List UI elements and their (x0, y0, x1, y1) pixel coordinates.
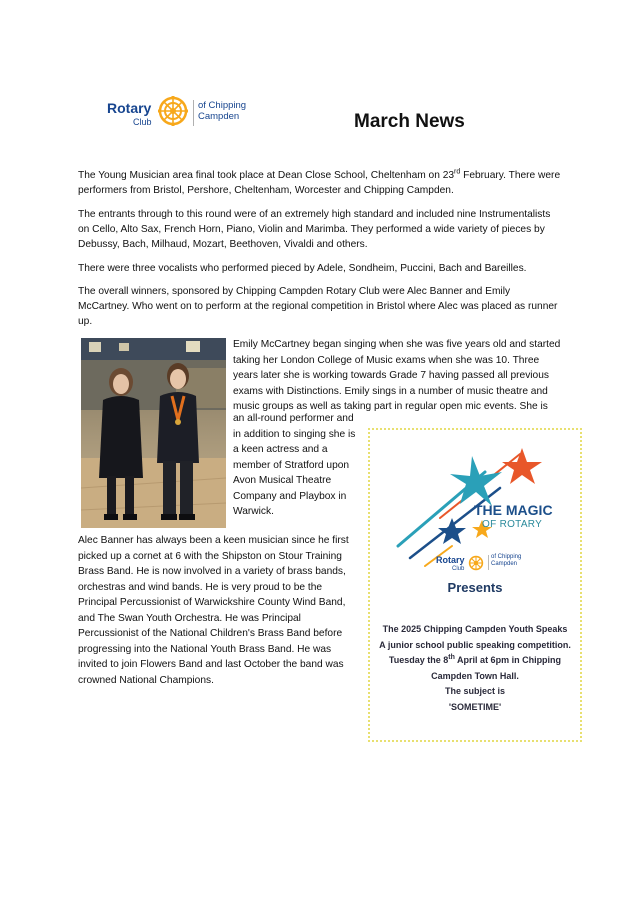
poster-line-venue: Campden Town Hall. (431, 670, 519, 681)
p1-text-b: February. There were performers from Bristol, Pershore, Cheltenham, Worcester and Chipping Campden. (78, 170, 561, 196)
paragraph-young-musician (78, 168, 564, 198)
paragraph-emily-continued: an all-round performer and in addition to singing she is a keen actress and a member of Stratford upon Avon Musical Theatre Company and Playbox in Warwick. (233, 413, 356, 517)
poster-date-b: April at 6pm in Chipping (454, 655, 562, 665)
logo-place-line2: Campden (198, 111, 240, 122)
poster-rotary-wheel-icon (468, 555, 484, 571)
p1-superscript: rd (454, 168, 461, 176)
paragraph-alec: Alec Banner has always been a keen musician since he first picked up a cornet at 6 with the Shipston on Stour Training Brass Band. He is now involved in a variety of brass bands, orchestras and wind bands. He is very proud to be the Principal Percussionist of Warwickshire County Wind Band, and The Swan Youth Orchestra. He was Principal Percussionist of the National Children's Brass Band before progressing into the National Youth Brass Band. He was invited to join Flowers Band and last October the band was crowned National Champions. (78, 535, 349, 686)
paragraph-winners: The overall winners, sponsored by Chipping Campden Rotary Club were Alec Banner and Emily McCartney. Who went on to perform at the regional competition in Bristol where Alec was placed as runner up. (78, 286, 558, 327)
logo-divider (193, 100, 194, 126)
p1-text-a: The Young Musician area final took place at Dean Close School, Cheltenham on 23 (78, 170, 455, 181)
paragraph-vocalists: There were three vocalists who performed pieced by Adele, Sondheim, Puccini, Bach and Bareilles. (78, 263, 527, 274)
poster-logo-place-line1: of Chipping (491, 554, 522, 560)
poster-line-event: The 2025 Chipping Campden Youth Speaks (382, 624, 568, 634)
logo-place (198, 100, 246, 122)
poster-logo-place-line2: Campden (491, 561, 518, 567)
poster-logo-club: Club (452, 566, 465, 572)
rotary-wheel-icon (158, 96, 188, 126)
poster-logo-place (491, 554, 521, 568)
poster-logo-rotary: Rotary (436, 555, 465, 565)
poster-line-subject: 'SOMETIME' (448, 701, 502, 712)
poster-date-a: Tuesday the 8 (388, 655, 449, 665)
paragraph-entrants: The entrants through to this round were of an extremely high standard and included nine Instrumentalists on Cello, Alto Sax, French Horn, Piano, Violin and Marimba. They performed a wide variety of pieces by Debussy, Bach, Milhaud, Mozart, Beethoven, Vivaldi and others. (78, 209, 551, 250)
magic-title: THE MAGIC (474, 502, 553, 518)
poster-details (370, 622, 580, 715)
magic-subtitle: OF ROTARY (482, 519, 543, 530)
poster-date-superscript: th (448, 654, 455, 661)
logo-club-text: Club (133, 117, 152, 127)
page-title: March News (354, 111, 465, 132)
winners-photo (81, 338, 226, 528)
logo-rotary-text: Rotary (107, 100, 152, 116)
youth-speaks-poster (368, 428, 582, 742)
poster-presents: Presents (447, 580, 503, 595)
rotary-club-logo (107, 96, 257, 130)
logo-place-line1: of Chipping (198, 100, 247, 111)
poster-line-date (370, 653, 580, 669)
poster-rotary-logo (436, 554, 536, 574)
poster-line-subject-label: The subject is (444, 686, 506, 696)
paragraph-emily: Emily McCartney began singing when she was five years old and started taking her London College of Music exams when she was 10. Three years later she is working towards Grade 7 having passed all previous exams with Distinctions. Emily sings in a number of music theatre and music groups as well as taking part in regular open mic events. She is (233, 339, 561, 412)
poster-line-description: A junior school public speaking competition. (379, 639, 571, 650)
poster-logo-divider (488, 555, 489, 570)
